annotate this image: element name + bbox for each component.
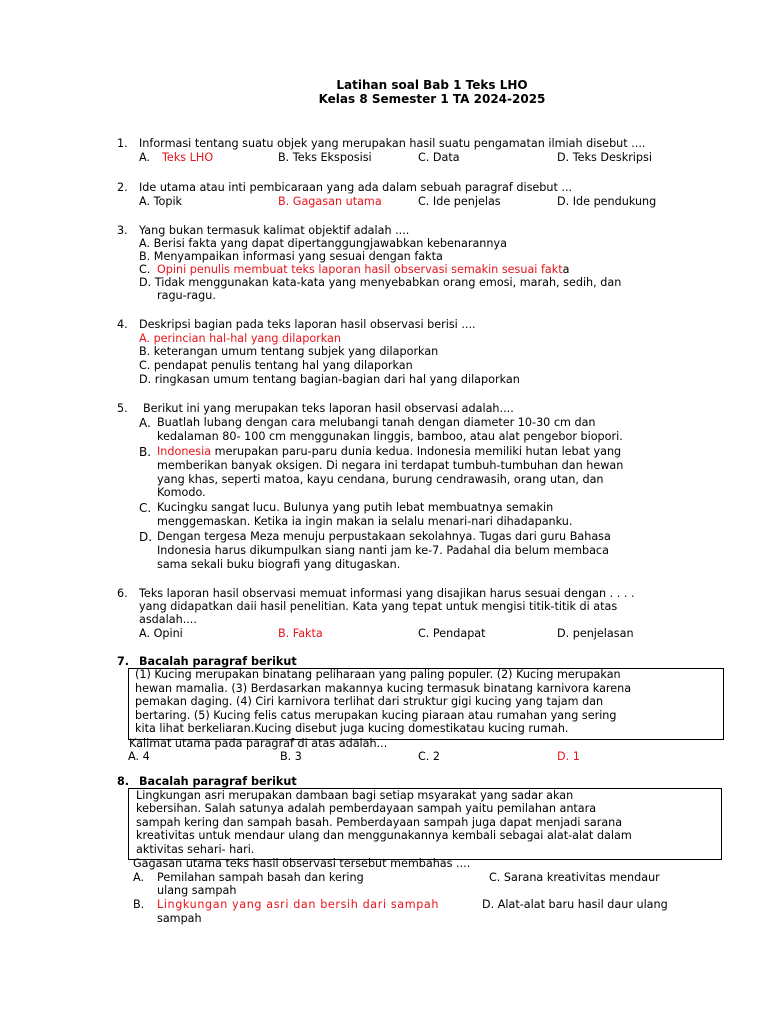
q7-question: Kalimat utama pada paragraf di atas adalah... xyxy=(129,737,388,750)
q6-option-d: D. penjelasan xyxy=(557,627,634,640)
q5-text: Berikut ini yang merupakan teks laporan hasil observasi adalah.... xyxy=(143,402,514,415)
q3-option-c-letter: C. xyxy=(139,263,151,276)
q3-option-a: A. Berisi fakta yang dapat dipertanggungjawabkan kebenarannya xyxy=(139,237,507,250)
q5-option-a-cont: kedalaman 80- 100 cm menggunakan linggis, bamboo, atau alat pengebor biopori. xyxy=(157,430,623,443)
q2-option-b: B. Gagasan utama xyxy=(278,195,382,208)
q7-option-a: A. 4 xyxy=(128,750,150,763)
q8-number: 8. xyxy=(117,775,130,788)
q5-option-b-letter: B. xyxy=(139,445,152,459)
q2-number: 2. xyxy=(117,181,128,194)
q8-question: Gagasan utama teks hasil observasi tersebut membahas .... xyxy=(133,857,471,870)
q5-option-b-line4: Komodo. xyxy=(157,486,206,499)
q3-option-d-cont: ragu-ragu. xyxy=(157,289,216,302)
q5-option-d: Dengan tergesa Meza menuju perpustakaan sekolahnya. Tugas dari guru Bahasa xyxy=(157,530,611,543)
q3-text: Yang bukan termasuk kalimat objektif adalah .... xyxy=(139,224,410,237)
q4-text: Deskripsi bagian pada teks laporan hasil observasi berisi .... xyxy=(139,318,476,331)
q4-option-a: A. perincian hal-hal yang dilaporkan xyxy=(139,332,341,345)
q3-option-c-end: a xyxy=(562,263,570,276)
q5-option-b-line3: yang khas, seperti matoa, kayu cendana, burung cendrawasih, orang utan, dan xyxy=(157,473,604,486)
q5-option-b-line2: memberikan banyak oksigen. Di negara ini terdapat tumbuh-tumbuhan dan hewan xyxy=(157,459,624,472)
q7-paragraph-line5: kita lihat berkeliaran.Kucing disebut juga kucing domestikatau kucing rumah. xyxy=(135,722,569,735)
q2-option-d: D. Ide pendukung xyxy=(557,195,657,208)
q1-option-b: B. Teks Eksposisi xyxy=(278,151,372,164)
q4-option-d: D. ringkasan umum tentang bagian-bagian dari hal yang dilaporkan xyxy=(139,373,520,386)
q5-option-d-letter: D. xyxy=(139,530,153,544)
q6-option-b: B. Fakta xyxy=(278,627,323,640)
q8-option-c: C. Sarana kreativitas mendaur xyxy=(489,871,660,884)
q8-paragraph-line1: Lingkungan asri merupakan dambaan bagi setiap msyarakat yang sadar akan xyxy=(136,789,574,802)
q7-number: 7. xyxy=(117,655,130,668)
q6-text-line2: yang didapatkan daii hasil penelitian. Kata yang tepat untuk mengisi titik-titik di atas xyxy=(139,600,618,613)
q8-heading: Bacalah paragraf berikut xyxy=(139,775,297,788)
q8-paragraph-line2: kebersihan. Salah satunya adalah pemberdayaan sampah yaitu pemilahan antara xyxy=(136,802,597,815)
q8-option-d: D. Alat-alat baru hasil daur ulang xyxy=(482,898,668,911)
q1-option-a-letter: A. xyxy=(139,151,151,164)
q2-option-a: A. Topik xyxy=(139,195,183,208)
q4-number: 4. xyxy=(117,318,128,331)
q6-number: 6. xyxy=(117,587,128,600)
q5-option-b-text: merupakan paru-paru dunia kedua. Indonesia memiliki hutan lebat yang xyxy=(214,445,622,458)
q3-option-c xyxy=(157,263,570,277)
q8-option-a: Pemilahan sampah basah dan kering xyxy=(157,871,364,884)
q4-option-b: B. keterangan umum tentang subjek yang dilaporkan xyxy=(139,345,439,358)
q5-option-a-letter: A. xyxy=(139,416,151,430)
q2-text: Ide utama atau inti pembicaraan yang ada dalam sebuah paragraf disebut ... xyxy=(139,181,573,194)
q7-paragraph-line1: (1) Kucing merupakan binatang peliharaan yang paling populer. (2) Kucing merupakan xyxy=(135,668,621,681)
q6-option-c: C. Pendapat xyxy=(418,627,486,640)
q7-paragraph-line2: hewan mamalia. (3) Berdasarkan makannya kucing termasuk binatang karnivora karena xyxy=(135,682,632,695)
q5-option-d-line2: Indonesia harus dikumpulkan siang nanti jam ke-7. Padahal dia belum membaca xyxy=(157,544,609,557)
q7-paragraph-line4: bertaring. (5) Kucing felis catus merupakan kucing piaraan atau rumahan yang sering xyxy=(135,709,617,722)
q5-option-c-letter: C. xyxy=(139,501,152,515)
q8-option-b: Lingkungan yang asri dan bersih dari sampah xyxy=(157,898,440,911)
q5-option-b-red: Indonesia xyxy=(157,445,212,458)
q3-option-c-red: Opini penulis membuat teks laporan hasil observasi semakin sesuai fakt xyxy=(157,263,563,276)
q3-option-d: D. Tidak menggunakan kata-kata yang menyebabkan orang emosi, marah, sedih, dan xyxy=(139,276,622,289)
q7-option-d: D. 1 xyxy=(557,750,580,763)
q6-option-a: A. Opini xyxy=(139,627,183,640)
q8-paragraph-line5: aktivitas sehari- hari. xyxy=(136,843,255,856)
q1-option-c: C. Data xyxy=(418,151,460,164)
worksheet-title: Latihan soal Bab 1 Teks LHO xyxy=(336,78,528,92)
q3-number: 3. xyxy=(117,224,128,237)
q8-option-b-letter: B. xyxy=(133,898,145,911)
q6-text: Teks laporan hasil observasi memuat informasi yang disajikan harus sesuai dengan . . . . xyxy=(139,587,635,600)
q4-option-c: C. pendapat penulis tentang hal yang dilaporkan xyxy=(139,359,413,372)
q8-paragraph-line3: sampah kering dan sampah basah. Pemberdayaan sampah juga dapat menjadi sarana xyxy=(136,816,623,829)
q7-paragraph-line3: pemakan daging. (4) Ciri karnivora terlihat dari struktur gigi kucing yang tajam dan xyxy=(135,695,604,708)
q1-text: Informasi tentang suatu objek yang merupakan hasil suatu pengamatan ilmiah disebut .... xyxy=(139,137,646,150)
q5-option-c: Kucingku sangat lucu. Bulunya yang putih lebat membuatnya semakin xyxy=(157,501,554,514)
q8-option-a-cont: ulang sampah xyxy=(157,884,237,897)
q3-option-b: B. Menyampaikan informasi yang sesuai dengan fakta xyxy=(139,250,443,263)
q1-number: 1. xyxy=(117,137,128,150)
q7-option-b: B. 3 xyxy=(280,750,302,763)
q8-paragraph-line4: kreativitas untuk mendaur ulang dan menggunakannya kembali sebagai alat-alat dalam xyxy=(136,829,632,842)
q8-option-d-cont: sampah xyxy=(157,912,202,925)
q1-option-a: Teks LHO xyxy=(162,151,214,164)
q5-option-c-cont: menggemaskan. Ketika ia ingin makan ia selalu menari-nari dihadapanku. xyxy=(157,515,573,528)
q5-number: 5. xyxy=(117,402,128,415)
q7-option-c: C. 2 xyxy=(418,750,441,763)
q2-option-c: C. Ide penjelas xyxy=(418,195,501,208)
q7-heading: Bacalah paragraf berikut xyxy=(139,655,297,668)
worksheet-subtitle: Kelas 8 Semester 1 TA 2024-2025 xyxy=(318,92,546,106)
q5-option-d-line3: sama sekali buku biografi yang ditugaskan. xyxy=(157,558,401,571)
q5-option-a: Buatlah lubang dengan cara melubangi tanah dengan diameter 10-30 cm dan xyxy=(157,416,596,429)
q8-option-a-letter: A. xyxy=(133,871,145,884)
q5-option-b xyxy=(157,445,621,459)
q6-text-line3: asdalah.... xyxy=(139,613,197,626)
q1-option-d: D. Teks Deskripsi xyxy=(557,151,652,164)
